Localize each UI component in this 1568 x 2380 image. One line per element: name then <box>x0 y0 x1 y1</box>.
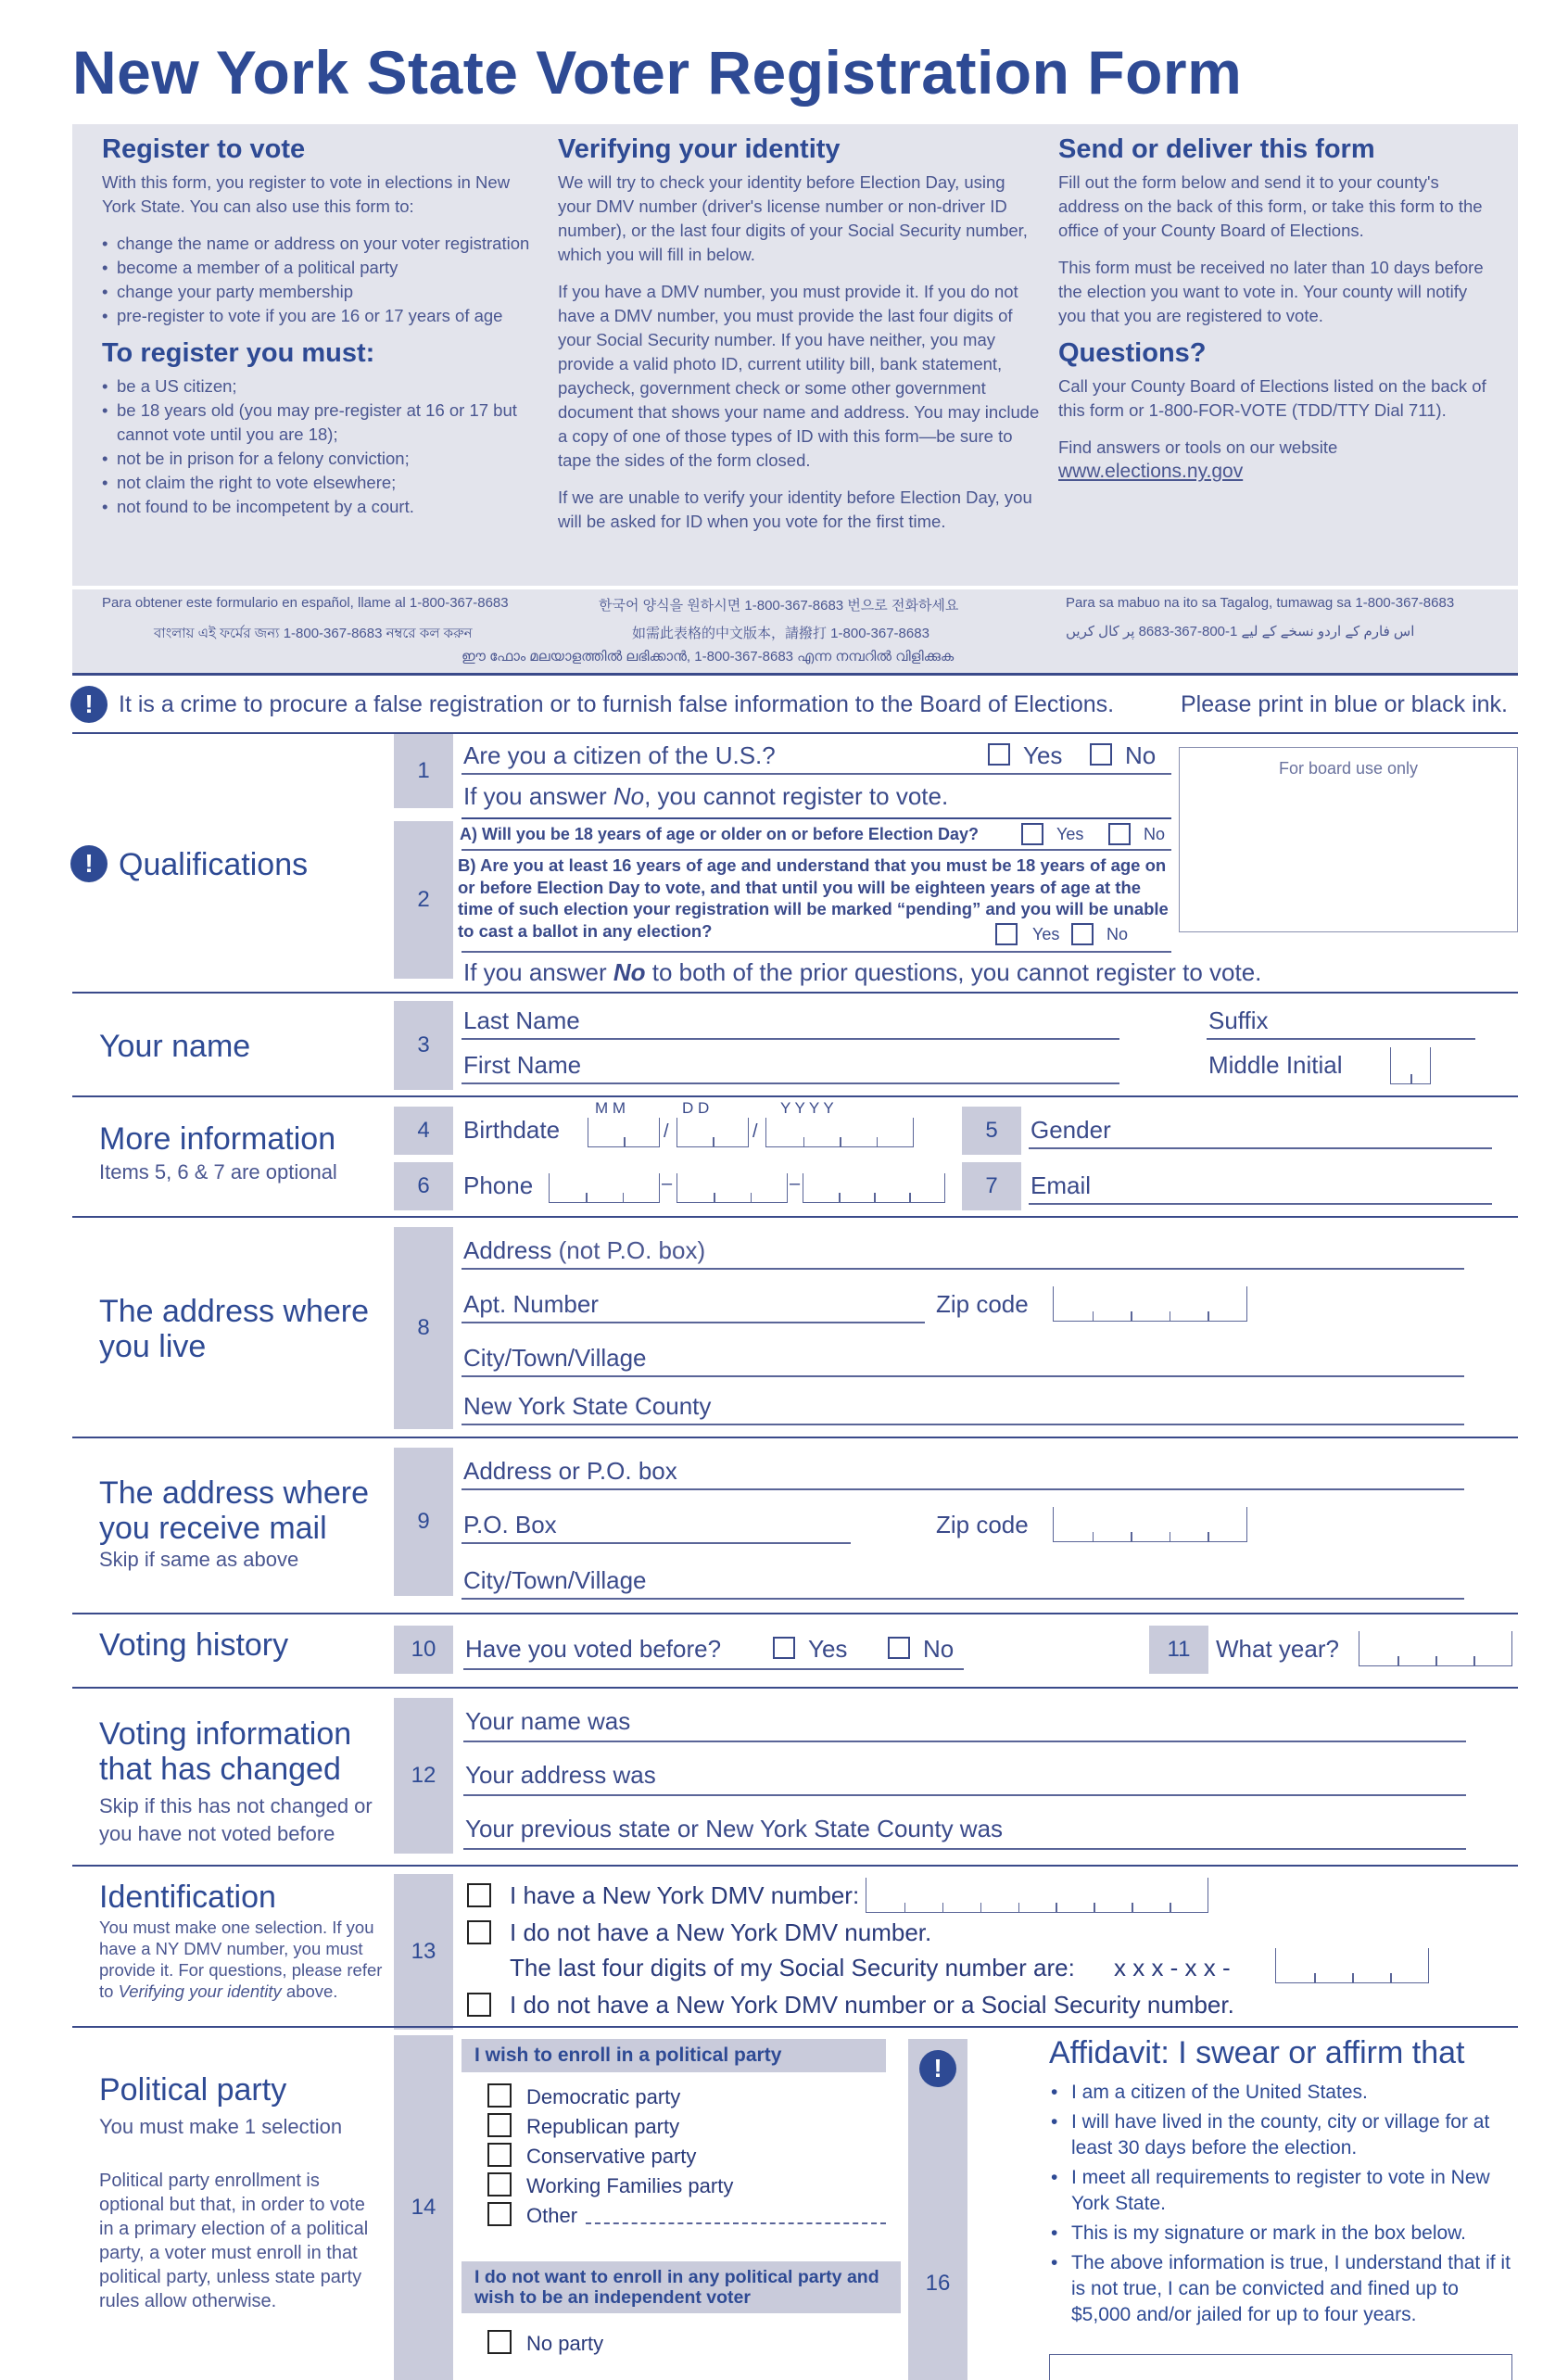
bengali-line: বাংলায় এই ফর্মের জন্য 1-800-367-8683 নম্বরে কল করুন <box>154 626 473 641</box>
home-zip-field[interactable] <box>1053 1286 1247 1322</box>
item-number: 16 <box>925 2271 951 2296</box>
working-families-checkbox[interactable] <box>487 2172 512 2196</box>
your-name-heading: Your name <box>99 1029 251 1064</box>
phone-area-field[interactable] <box>549 1173 660 1203</box>
send-column <box>1058 134 1494 484</box>
mail-address-heading: The address where you receive mail <box>99 1475 370 1546</box>
id-note-text: You must make one selection. If you have a NY DMV number, you must provide it. For questions, please refer to <box>99 1918 383 2001</box>
divider <box>72 1865 1518 1867</box>
suffix-field[interactable] <box>1207 1038 1475 1040</box>
voted-before-question: Have you voted before? <box>465 1635 722 1663</box>
digit-separator <box>1170 1311 1171 1321</box>
birth-year-field[interactable] <box>765 1118 914 1147</box>
age-a-no-checkbox[interactable] <box>1108 823 1131 845</box>
yes-label: Yes <box>808 1635 848 1663</box>
item-number: 8 <box>394 1227 453 1429</box>
digit-separator <box>624 1137 626 1146</box>
item-number: 13 <box>394 1874 453 2030</box>
affidavit-number-column <box>908 2039 967 2380</box>
id-note-text: above. <box>281 1981 338 2001</box>
mail-city-label: City/Town/Village <box>463 1566 647 1594</box>
prev-name-field[interactable] <box>463 1741 1466 1742</box>
register-heading: Register to vote <box>102 134 306 164</box>
age-note <box>463 958 1261 987</box>
digit-separator <box>1131 1532 1132 1541</box>
ssn-last-four-field[interactable] <box>1275 1948 1429 1983</box>
no-dmv-no-ssn-checkbox[interactable] <box>467 1993 491 2017</box>
register-uses-list <box>102 232 547 328</box>
send-heading: Send or deliver this form <box>1058 134 1375 164</box>
year-hint: Y Y Y Y <box>780 1099 834 1117</box>
list-item: • not be in prison for a felony conviction; <box>102 447 547 471</box>
digit-separator <box>714 1193 715 1202</box>
digit-separator <box>980 1903 982 1912</box>
language-assistance <box>72 589 1518 673</box>
address-label <box>463 1236 705 1265</box>
digit-separator <box>713 1137 714 1146</box>
independent-header: I do not want to enroll in any political party and wish to be an independent voter <box>462 2261 901 2313</box>
day-hint: D D <box>682 1099 710 1117</box>
citizen-yes-checkbox[interactable] <box>988 743 1010 766</box>
voted-year-field[interactable] <box>1359 1631 1512 1666</box>
item-number: 6 <box>394 1162 453 1210</box>
divider <box>463 1668 964 1670</box>
age-a-yes-checkbox[interactable] <box>1021 823 1043 845</box>
item-number: 4 <box>394 1107 453 1155</box>
citizen-note <box>463 782 948 811</box>
yes-label: Yes <box>1023 741 1063 769</box>
no-dmv-checkbox[interactable] <box>467 1920 491 1944</box>
board-use-box <box>1179 747 1518 932</box>
po-box-label: P.O. Box <box>463 1511 557 1538</box>
age-b-no-checkbox[interactable] <box>1071 923 1094 945</box>
no-label: No <box>1144 825 1166 843</box>
changed-info-subtitle: Skip if this has not changed or you have not voted before <box>99 1794 373 1845</box>
questions-para: Call your County Board of Elections listed on the back of this form or 1-800-FOR-VOTE (TDD/TTY Dial 711). <box>1058 376 1486 420</box>
what-year-label: What year? <box>1216 1635 1339 1663</box>
ssn-mask: x x x - x x - <box>1114 1954 1231 1981</box>
zip-label: Zip code <box>936 1290 1029 1318</box>
note-text: to both of the prior questions, you cannot register to vote. <box>645 958 1262 986</box>
divider <box>462 773 1171 775</box>
no-label: No <box>1106 925 1129 943</box>
item-number: 10 <box>394 1626 453 1674</box>
digit-separator <box>1352 1973 1354 1982</box>
urdu-line: اس فارم کے اردو نسخے کے لیے 1-800-367-8683 پر کال کریں <box>1066 624 1415 639</box>
item-number: 12 <box>394 1698 453 1854</box>
divider <box>72 1613 1518 1614</box>
item-number: 9 <box>394 1448 453 1596</box>
enroll-party-header: I wish to enroll in a political party <box>462 2039 886 2072</box>
dmv-number-checkbox[interactable] <box>467 1883 491 1907</box>
list-item: • be a US citizen; <box>102 374 547 399</box>
digit-separator <box>1093 1311 1094 1321</box>
identity-para: We will try to check your identity before Election Day, using your DMV number (driver's license number or non-driver ID number), or the last four digits of your Social Security number, which you will fill in below. <box>558 172 1028 264</box>
list-item: • become a member of a political party <box>102 256 547 280</box>
slash: / <box>752 1121 758 1142</box>
identification-heading: Identification <box>99 1880 276 1915</box>
prev-address-label: Your address was <box>465 1761 656 1789</box>
list-item: • This is my signature or mark in the box below. <box>1047 2221 1511 2247</box>
no-dmv-no-ssn-label: I do not have a New York DMV number or a Social Security number. <box>510 1991 1234 2019</box>
spanish-line: Para obtener este formulario en español, llame al 1-800-367-8683 <box>102 595 509 611</box>
party-instruction: You must make 1 selection <box>99 2115 343 2138</box>
chinese-line: 如需此表格的中文版本，請撥打 1-800-367-8683 <box>632 626 929 641</box>
malayalam-line: ഈ ഫോം മലയാളത്തിൽ ലഭിക്കാൻ, 1-800-367-8683 എന്ന നമ്പറിൽ വിളിക്കുക <box>462 649 955 665</box>
no-label: No <box>923 1635 955 1663</box>
home-city-field[interactable] <box>462 1375 1464 1377</box>
digit-separator <box>803 1137 805 1146</box>
citizen-no-checkbox[interactable] <box>1090 743 1112 766</box>
divider <box>72 1437 1518 1438</box>
voted-before-no-checkbox[interactable] <box>888 1637 910 1659</box>
digit-separator <box>874 1193 876 1202</box>
digit-separator <box>839 1193 841 1202</box>
mail-zip-label: Zip code <box>936 1511 1029 1538</box>
digit-separator <box>904 1903 906 1912</box>
note-text: , you cannot register to vote. <box>644 782 949 810</box>
dmv-number-label: I have a New York DMV number: <box>510 1881 860 1909</box>
divider <box>72 673 1518 676</box>
identity-heading: Verifying your identity <box>558 134 841 164</box>
phone-prefix-field[interactable] <box>677 1173 788 1203</box>
phone-label: Phone <box>463 1171 534 1199</box>
city-label: City/Town/Village <box>463 1344 647 1372</box>
item-number: 2 <box>394 821 453 979</box>
gender-label: Gender <box>1031 1116 1111 1144</box>
warning-icon: ! <box>70 686 107 723</box>
digit-separator <box>877 1137 879 1146</box>
dash: – <box>662 1173 673 1194</box>
note-emphasis: No <box>613 958 646 986</box>
party-note: Political party enrollment is optional but that, in order to vote in a primary election of a political party, a voter must enroll in that political party, unless state party rules allow otherwise. <box>99 2171 369 2311</box>
suffix-label: Suffix <box>1208 1006 1269 1034</box>
item-number: 7 <box>962 1162 1021 1210</box>
gender-field[interactable] <box>1029 1147 1492 1149</box>
county-label: New York State County <box>463 1392 712 1420</box>
digit-separator <box>1170 1903 1171 1912</box>
requirements-heading: To register you must: <box>102 338 375 368</box>
website-para: Find answers or tools on our website <box>1058 437 1338 457</box>
digit-separator <box>942 1903 944 1912</box>
phone-line-field[interactable] <box>803 1173 945 1203</box>
yes-label: Yes <box>1056 825 1084 843</box>
mail-address-field[interactable] <box>462 1488 1464 1490</box>
note-emphasis: No <box>613 782 645 810</box>
affidavit-list <box>1047 2080 1511 2332</box>
qualifications-heading: Qualifications <box>119 847 309 882</box>
list-item: • change the name or address on your voter registration <box>102 232 547 256</box>
digit-separator <box>586 1193 588 1202</box>
prev-address-field[interactable] <box>463 1794 1466 1796</box>
digit-separator <box>1390 1973 1392 1982</box>
first-name-label: First Name <box>463 1051 582 1079</box>
slash: / <box>664 1121 669 1142</box>
address-label-text: Address <box>463 1236 552 1264</box>
divider <box>462 951 1171 953</box>
divider <box>72 732 1518 734</box>
age-b-yes-checkbox[interactable] <box>995 923 1018 945</box>
digit-separator <box>1131 1311 1132 1321</box>
list-item: • not found to be incompetent by a court. <box>102 495 547 519</box>
dash: – <box>790 1173 801 1194</box>
list-item: • change your party membership <box>102 280 547 304</box>
prev-county-label: Your previous state or New York State County was <box>465 1815 1004 1842</box>
digit-separator <box>840 1137 841 1146</box>
board-use-label: For board use only <box>1278 759 1419 778</box>
email-label: Email <box>1031 1171 1092 1199</box>
digit-separator <box>1093 1532 1094 1541</box>
digit-separator <box>1314 1973 1316 1982</box>
identity-para: If we are unable to verify your identity before Election Day, you will be asked for ID when you vote for the first time. <box>558 487 1032 531</box>
age-question-b: B) Are you at least 16 years of age and understand that you must be 18 years of age on or before Election Day to vote, and that until you will be eighteen years of age at the time of such election your registration will be marked “pending” and you will be unable to cast a ballot in any election? <box>458 855 1169 941</box>
home-county-field[interactable] <box>462 1424 1464 1425</box>
list-item: • The above information is true, I understand that if it is not true, I can be convicted and fined up to $5,000 and/or jailed for up to four years. <box>1047 2250 1511 2328</box>
age-question-a: A) Will you be 18 years of age or older on or before Election Day? <box>460 825 979 843</box>
more-info-heading: More information <box>99 1121 336 1157</box>
item-number: 1 <box>394 734 453 808</box>
digit-separator <box>1435 1656 1437 1665</box>
item-number: 3 <box>394 1001 453 1090</box>
digit-separator <box>1056 1903 1057 1912</box>
register-intro: With this form, you register to vote in elections in New York State. You can also use this form to: <box>102 172 511 216</box>
working-families-label: Working Families party <box>526 2174 734 2197</box>
digit-separator <box>1208 1532 1209 1541</box>
conservative-label: Conservative party <box>526 2145 697 2168</box>
changed-info-heading: Voting information that has changed <box>99 1716 352 1787</box>
item-number: 14 <box>394 2035 453 2380</box>
list-item: • I am a citizen of the United States. <box>1047 2080 1511 2106</box>
affidavit-alert-icon: ! <box>919 2050 956 2087</box>
mail-address-label: Address or P.O. box <box>463 1457 677 1485</box>
citizen-question: Are you a citizen of the U.S.? <box>463 741 776 769</box>
address-label-note: (not P.O. box) <box>551 1236 706 1264</box>
conservative-checkbox[interactable] <box>487 2143 512 2167</box>
note-text: If you answer <box>463 782 613 810</box>
no-dmv-label: I do not have a New York DMV number. <box>510 1918 932 1946</box>
divider <box>72 2026 1518 2028</box>
tagalog-line: Para sa mabuo na ito sa Tagalog, tumawag sa 1-800-367-8683 <box>1066 595 1455 611</box>
other-party-label: Other <box>526 2204 578 2227</box>
list-item: • I will have lived in the county, city or village for at least 30 days before the election. <box>1047 2109 1511 2161</box>
last-name-label: Last Name <box>463 1006 580 1034</box>
other-party-checkbox[interactable] <box>487 2202 512 2226</box>
digit-separator <box>1397 1656 1399 1665</box>
divider <box>72 1687 1518 1689</box>
digit-separator <box>909 1193 911 1202</box>
po-box-field[interactable] <box>462 1542 851 1544</box>
identity-para: If you have a DMV number, you must provide it. If you do not have a DMV number, you must provide the last four digits of your Social Security number. If you have neither, you may provide a valid photo ID, current utility bill, bank statement, paycheck, government check or some other government document that shows your name and address. You may include a copy of one of those types of ID with this form—be sure to tape the sides of the form closed. <box>558 282 1040 470</box>
instructions-panel <box>72 124 1518 586</box>
item-number: 11 <box>1149 1626 1208 1674</box>
digit-separator <box>1208 1311 1209 1321</box>
democratic-checkbox[interactable] <box>487 2083 512 2108</box>
divider <box>462 817 1171 819</box>
digit-separator <box>1410 1074 1412 1083</box>
divider <box>72 1095 1518 1097</box>
identity-column <box>558 134 1040 547</box>
send-para: Fill out the form below and send it to your county's address on the back of this form, or take this form to the office of your County Board of Elections. <box>1058 172 1483 240</box>
digit-separator <box>1473 1656 1475 1665</box>
birthdate-label: Birthdate <box>463 1116 561 1144</box>
home-address-heading: The address where you live <box>99 1294 370 1364</box>
republican-checkbox[interactable] <box>487 2113 512 2137</box>
digit-separator <box>1094 1903 1095 1912</box>
voting-history-heading: Voting history <box>99 1627 289 1663</box>
list-item: • not claim the right to vote elsewhere; <box>102 471 547 495</box>
mail-city-field[interactable] <box>462 1598 1464 1600</box>
digit-separator <box>751 1193 752 1202</box>
political-party-heading: Political party <box>99 2072 287 2108</box>
requirements-list <box>102 374 547 519</box>
other-party-field[interactable] <box>586 2222 886 2224</box>
middle-initial-label: Middle Initial <box>1208 1051 1343 1079</box>
digit-separator <box>1170 1532 1171 1541</box>
prev-county-field[interactable] <box>463 1848 1466 1850</box>
birth-day-field[interactable] <box>677 1118 749 1147</box>
ssn-label: The last four digits of my Social Security number are: <box>510 1954 1075 1981</box>
divider <box>72 1216 1518 1218</box>
digit-separator <box>1132 1903 1133 1912</box>
website-link[interactable]: www.elections.ny.gov <box>1058 461 1244 482</box>
note-text: If you answer <box>463 958 613 986</box>
apt-field[interactable] <box>462 1322 925 1323</box>
qualifications-alert-icon: ! <box>70 845 107 882</box>
identification-note <box>99 1917 386 2002</box>
democratic-label: Democratic party <box>526 2085 681 2108</box>
middle-initial-field[interactable] <box>1390 1047 1431 1084</box>
register-column <box>102 134 547 532</box>
prev-name-label: Your name was <box>465 1707 631 1735</box>
list-item: • be 18 years old (you may pre-register at 16 or 17 but cannot vote until you are 18); <box>102 399 547 447</box>
questions-heading: Questions? <box>1058 338 1207 368</box>
korean-line: 한국어 양식을 원하시면 1-800-367-8683 번으로 전화하세요 <box>599 598 959 614</box>
mail-address-subtitle: Skip if same as above <box>99 1548 299 1571</box>
divider <box>462 849 1171 851</box>
apt-label: Apt. Number <box>463 1290 599 1318</box>
yes-label: Yes <box>1032 925 1060 943</box>
month-hint: M M <box>595 1099 626 1117</box>
last-name-field[interactable] <box>462 1038 1119 1040</box>
warning-text: It is a crime to procure a false registration or to furnish false information to the Board of Elections. <box>119 691 1115 717</box>
signature-box[interactable] <box>1049 2354 1512 2380</box>
email-field[interactable] <box>1029 1203 1492 1205</box>
divider <box>72 992 1518 994</box>
republican-label: Republican party <box>526 2115 680 2138</box>
affidavit-heading: Affidavit: I swear or affirm that <box>1049 2035 1465 2070</box>
list-item: • pre-register to vote if you are 16 or 17 years of age <box>102 304 547 328</box>
voted-before-yes-checkbox[interactable] <box>773 1637 795 1659</box>
send-para: This form must be received no later than 10 days before the election you want to vote in. Your county will notify you that you are registered to vote. <box>1058 258 1484 325</box>
ink-instruction: Please print in blue or black ink. <box>1181 691 1508 717</box>
dmv-number-field[interactable] <box>866 1878 1208 1913</box>
mail-zip-field[interactable] <box>1053 1507 1247 1542</box>
more-info-subtitle: Items 5, 6 & 7 are optional <box>99 1160 337 1184</box>
no-party-checkbox[interactable] <box>487 2330 512 2354</box>
birth-month-field[interactable] <box>588 1118 660 1147</box>
first-name-field[interactable] <box>462 1082 1119 1084</box>
no-label: No <box>1125 741 1157 769</box>
no-party-label: No party <box>526 2332 604 2355</box>
digit-separator <box>1018 1903 1020 1912</box>
list-item: • I meet all requirements to register to vote in New York State. <box>1047 2165 1511 2217</box>
form-title: New York State Voter Registration Form <box>72 38 1243 107</box>
home-address-field[interactable] <box>462 1268 1464 1270</box>
id-note-ref: Verifying your identity <box>118 1981 282 2001</box>
item-number: 5 <box>962 1107 1021 1155</box>
digit-separator <box>623 1193 625 1202</box>
